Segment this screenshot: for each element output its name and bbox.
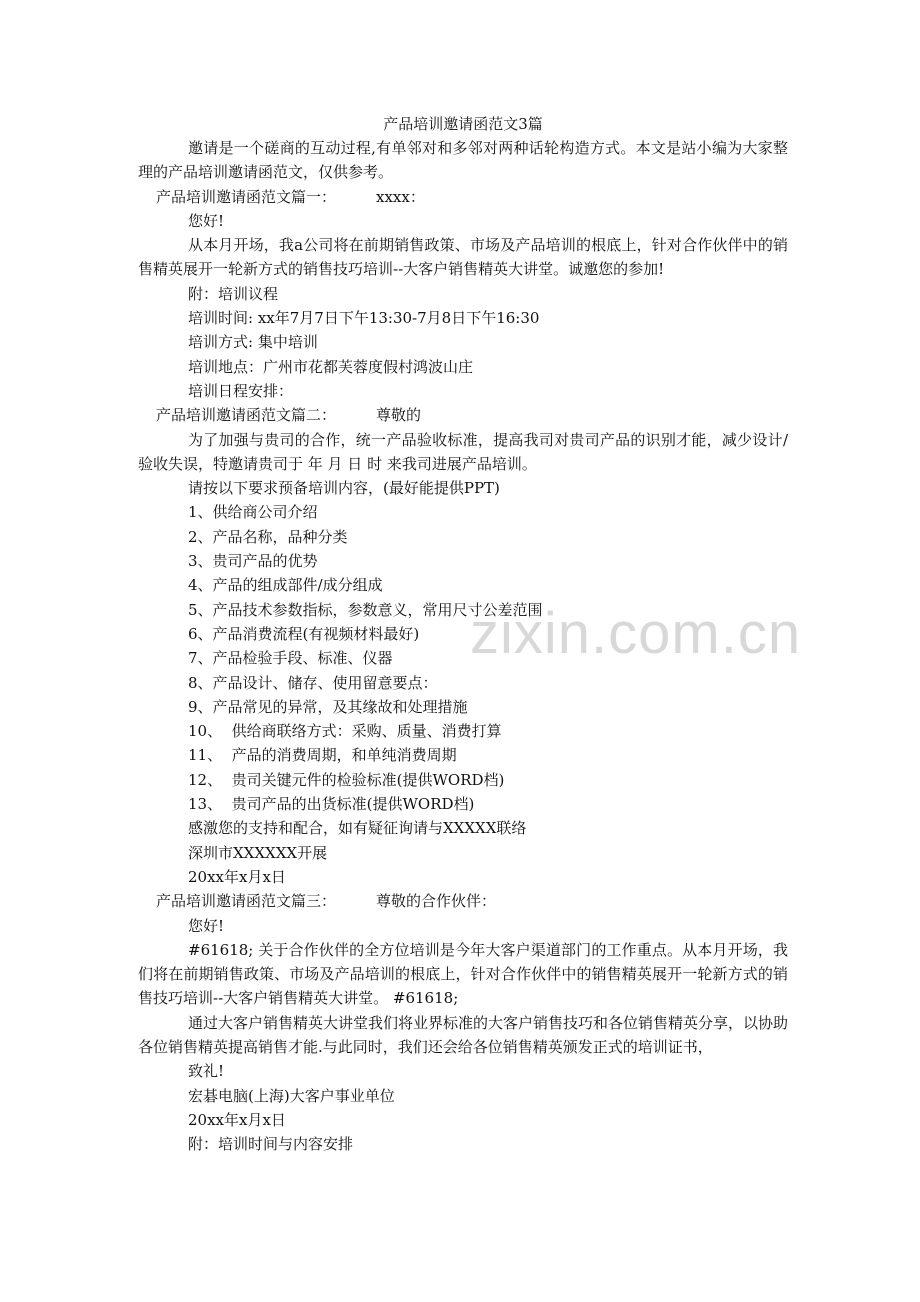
letter2-body: 为了加强与贵司的合作，统一产品验收标准，提高我司对贵司产品的识别才能，减少设计/验收失误，特邀请贵司于 年 月 日 时 来我司进展产品培训。: [138, 430, 788, 473]
list-item: 5、产品技术参数指标，参数意义，常用尺寸公差范围: [188, 600, 543, 619]
letter2-item-list: [138, 500, 788, 816]
letter2-date: 20xx年x月x日: [188, 867, 286, 886]
list-item: 12、 贵司关键元件的检验标准(提供WORD档): [188, 770, 505, 789]
document-title: 产品培训邀请函范文3篇: [383, 115, 543, 133]
list-item: 4、产品的组成部件/成分组成: [188, 576, 383, 595]
letter1-recipient: xxxx：: [376, 187, 425, 206]
document-body: [138, 112, 788, 1156]
letter1-schedule: 培训日程安排：: [188, 381, 294, 400]
list-item: 8、产品设计、储存、使用留意要点：: [188, 673, 438, 692]
list-item: 2、产品名称，品种分类: [188, 527, 348, 546]
letter2-heading: 产品培训邀请函范文篇二：: [156, 406, 337, 425]
letter1-body: 从本月开场，我a公司将在前期销售政策、市场及产品培训的根底上，针对合作伙伴中的销售精英展开一轮新方式的销售技巧培训--大客户销售精英大讲堂。诚邀您的参加!: [138, 236, 788, 279]
letter1-time: 培训时间: xx年7月7日下午13:30-7月8日下午16:30: [188, 309, 540, 328]
list-item: 7、产品检验手段、标准、仪器: [188, 649, 393, 668]
list-item: 11、 产品的消费周期，和单纯消费周期: [188, 746, 457, 765]
letter3-body2: 通过大客户销售精英大讲堂我们将业界标准的大客户销售技巧和各位销售精英分享，以协助各位销售精英提高销售才能.与此同时，我们还会给各位销售精英颁发正式的培训证书，: [138, 1013, 789, 1056]
letter1-greeting: 您好!: [188, 211, 225, 230]
letter3-greeting: 您好!: [188, 916, 225, 935]
letter3-body1: #61618; 关于合作伙伴的全方位培训是今年大客户渠道部门的工作重点。从本月开场，我们将在前期销售政策、市场及产品培训的根底上，针对合作伙伴中的销售精英展开一轮新方式的销售技巧培训--大客户销售精英大讲堂。 #61618;: [138, 940, 788, 1008]
letter2-sender: 深圳市XXXXXX开展: [188, 843, 328, 862]
letter3-date: 20xx年x月x日: [188, 1110, 286, 1129]
intro-paragraph: 邀请是一个磋商的互动过程,有单邻对和多邻对两种话轮构造方式。本文是站小编为大家整理的产品培训邀请函范文，仅供参考。: [138, 139, 788, 182]
list-item: 9、产品常见的异常，及其缘故和处理措施: [188, 697, 468, 716]
letter1-attachment: 附：培训议程: [188, 284, 279, 303]
letter1-heading: 产品培训邀请函范文篇一：: [156, 187, 337, 206]
letter3-heading-line: [138, 889, 788, 913]
list-item: 10、 供给商联络方式：采购、质量、消费打算: [188, 722, 502, 741]
letter1-location: 培训地点：广州市花都芙蓉度假村鸿波山庄: [188, 357, 474, 376]
letter2-closing: 感激您的支持和配合，如有疑征询请与XXXXX联络: [188, 819, 527, 838]
letter3-attachment: 附：培训时间与内容安排: [188, 1135, 354, 1154]
letter3-salute: 致礼!: [188, 1062, 225, 1081]
list-item: 6、产品消费流程(有视频材料最好): [188, 624, 420, 643]
list-item: 13、 贵司产品的出货标准(提供WORD档): [188, 795, 475, 814]
list-item: 1、供给商公司介绍: [188, 503, 318, 522]
letter3-sender: 宏碁电脑(上海)大客户事业单位: [188, 1086, 395, 1105]
letter2-request: 请按以下要求预备培训内容，(最好能提供PPT): [188, 479, 500, 498]
letter1-method: 培训方式: 集中培训: [188, 333, 318, 352]
letter2-recipient: 尊敬的: [376, 406, 422, 425]
letter3-heading: 产品培训邀请函范文篇三：: [156, 892, 337, 911]
letter1-heading-line: [138, 185, 788, 209]
letter2-heading-line: [138, 403, 788, 427]
list-item: 3、贵司产品的优势: [188, 552, 318, 571]
watermark: zixin.com.cn: [470, 601, 802, 666]
letter3-recipient: 尊敬的合作伙伴：: [376, 892, 497, 911]
